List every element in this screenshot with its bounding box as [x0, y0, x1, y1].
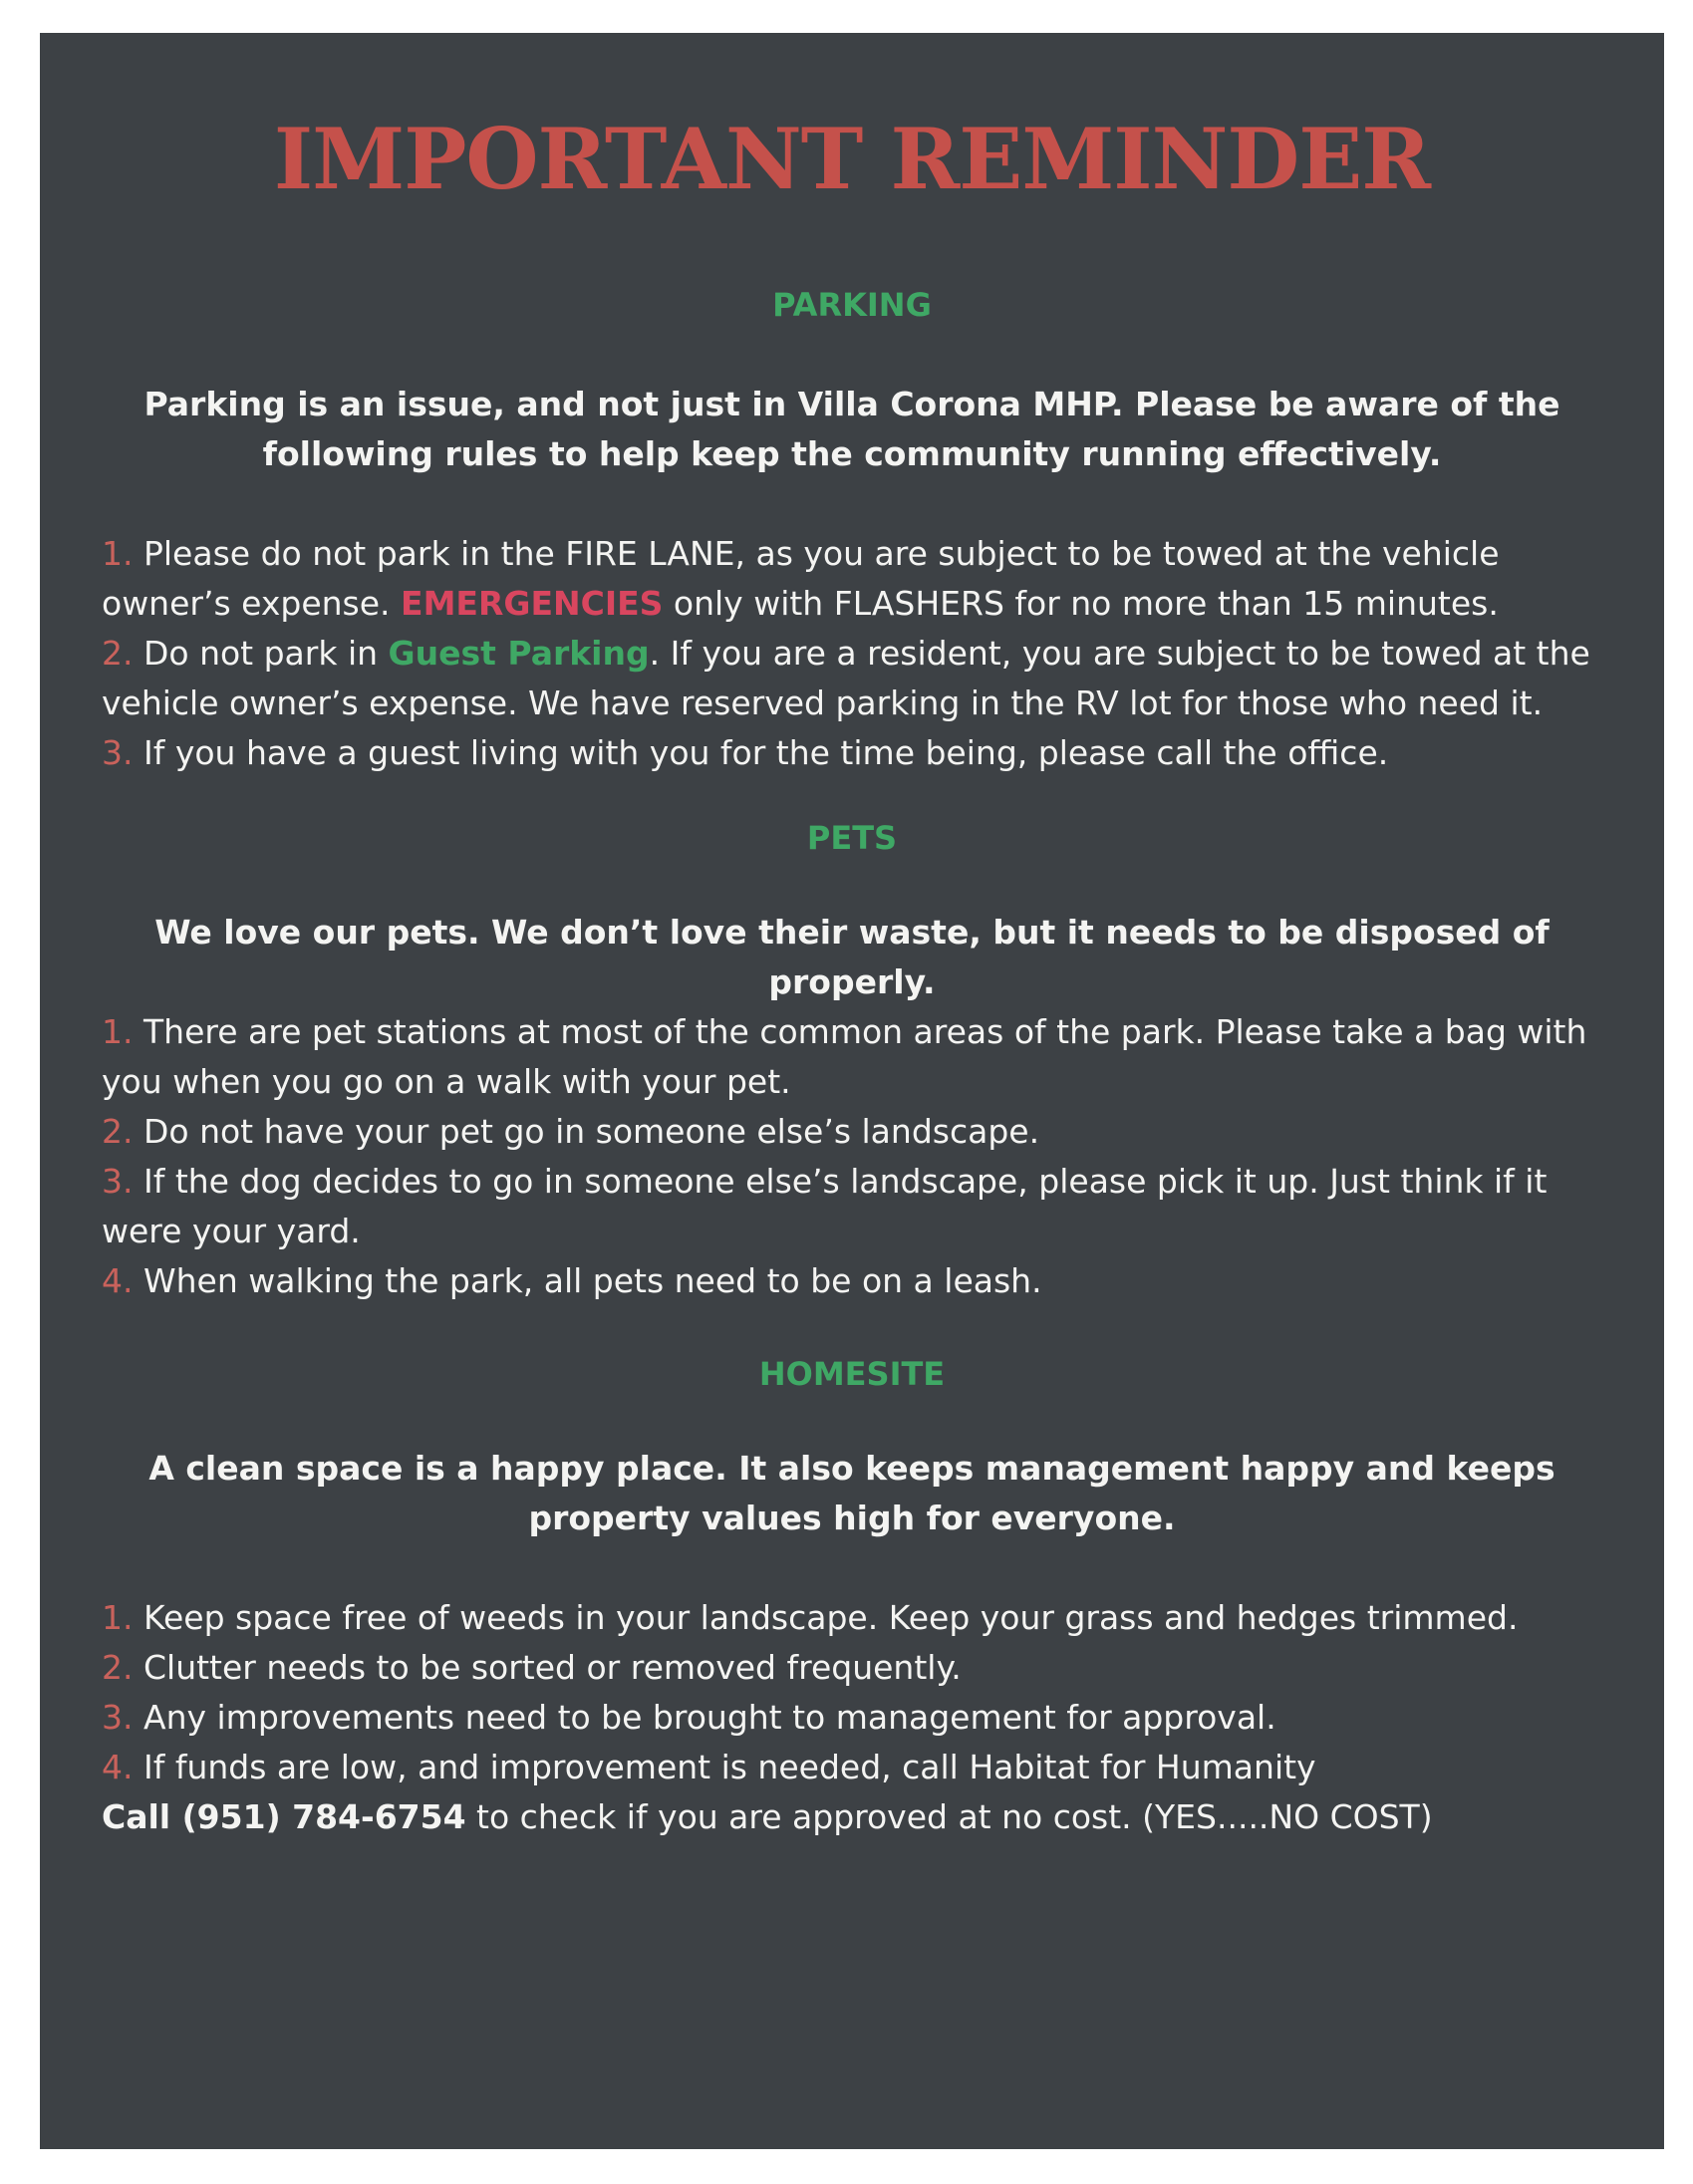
rule-number: 2. — [102, 634, 134, 673]
phone-number: Call (951) 784-6754 — [102, 1797, 466, 1836]
parking-rules-list — [102, 529, 1602, 778]
homesite-heading: HOMESITE — [758, 1355, 946, 1393]
rule-text: Please do not park in the FIRE LANE, as you are subject to be towed at the vehicle owner’s expense. — [102, 534, 1500, 623]
rule-number: 1. — [102, 1598, 134, 1637]
rule-number: 3. — [102, 1698, 134, 1737]
rule-text: Do not have your pet go in someone else’s landscape. — [133, 1112, 1040, 1151]
pets-rule-2 — [102, 1107, 1602, 1157]
parking-heading: PARKING — [772, 286, 932, 324]
pets-intro: We love our pets. We don’t love their waste, but it needs to be disposed of properly. — [154, 913, 1550, 1001]
page-title: IMPORTANT REMINDER — [273, 110, 1431, 208]
rule-number: 2. — [102, 1648, 134, 1687]
habitat-call-line — [102, 1792, 1602, 1842]
pets-rule-4 — [102, 1256, 1602, 1306]
rule-text: Clutter needs to be sorted or removed frequently. — [133, 1648, 962, 1687]
rule-text: . If you are a resident, you are subject to be towed at the vehicle owner’s expense. We have reserved parking in the RV lot for those who need it. — [102, 634, 1590, 722]
rule-number: 2. — [102, 1112, 134, 1151]
pets-rules-list — [102, 1007, 1602, 1306]
pets-rule-3 — [102, 1157, 1602, 1256]
rule-text: Do not park in — [133, 634, 389, 673]
reminder-flyer — [40, 33, 1664, 2149]
rule-text: If you have a guest living with you for the time being, please call the office. — [133, 733, 1389, 772]
rule-text: Keep space free of weeds in your landscape. Keep your grass and hedges trimmed. — [133, 1598, 1519, 1637]
homesite-rule-2 — [102, 1643, 1602, 1693]
pets-rule-1 — [102, 1007, 1602, 1107]
emergencies-highlight: EMERGENCIES — [401, 584, 664, 623]
rule-text: There are pet stations at most of the common areas of the park. Please take a bag with you when you go on a walk with your pet. — [102, 1012, 1587, 1101]
parking-intro: Parking is an issue, and not just in Villa Corona MHP. Please be aware of the following rules to help keep the community running effectively. — [143, 385, 1560, 473]
homesite-rule-4 — [102, 1743, 1602, 1792]
parking-rule-2 — [102, 629, 1602, 728]
homesite-rule-1 — [102, 1593, 1602, 1643]
rule-number: 3. — [102, 1162, 134, 1201]
guest-parking-highlight: Guest Parking — [388, 634, 650, 673]
rule-number: 1. — [102, 534, 134, 573]
homesite-intro: A clean space is a happy place. It also keeps management happy and keeps property values high for everyone. — [148, 1449, 1555, 1537]
rule-text: If the dog decides to go in someone else’s landscape, please pick it up. Just think if it were your yard. — [102, 1162, 1548, 1250]
homesite-rule-3 — [102, 1693, 1602, 1743]
parking-rule-1 — [102, 529, 1602, 629]
rule-number: 3. — [102, 733, 134, 772]
rule-text: only with FLASHERS for no more than 15 minutes. — [663, 584, 1499, 623]
homesite-rules-list — [102, 1593, 1602, 1842]
rule-text: If funds are low, and improvement is needed, call Habitat for Humanity — [133, 1748, 1316, 1786]
call-text: to check if you are approved at no cost. (YES.....NO COST) — [465, 1797, 1433, 1836]
rule-number: 4. — [102, 1261, 134, 1300]
rule-number: 4. — [102, 1748, 134, 1786]
rule-number: 1. — [102, 1012, 134, 1051]
rule-text: When walking the park, all pets need to be on a leash. — [133, 1261, 1042, 1300]
pets-heading: PETS — [806, 819, 898, 857]
parking-rule-3 — [102, 728, 1602, 778]
rule-text: Any improvements need to be brought to management for approval. — [133, 1698, 1276, 1737]
